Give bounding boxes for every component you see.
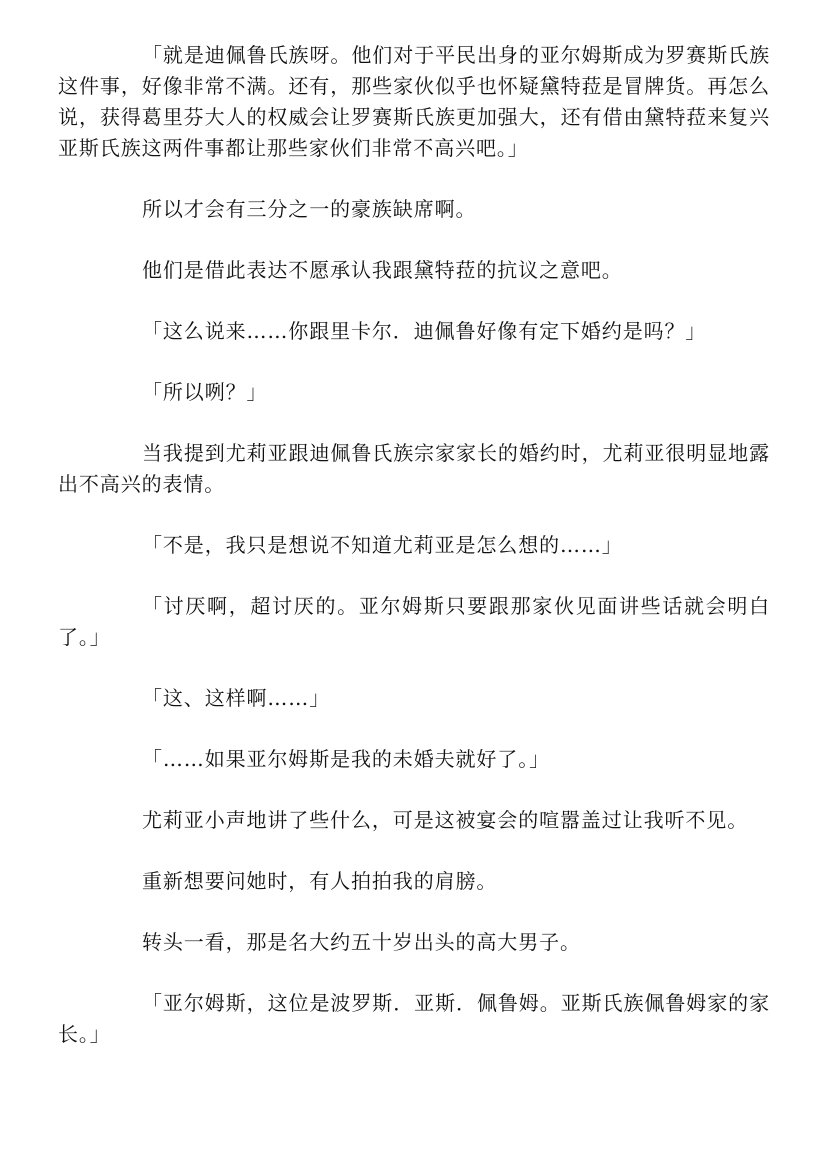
paragraph: 「不是，我只是想说不知道尤莉亚是怎么想的……」 (142, 533, 623, 557)
paragraph: 重新想要问她时，有人拍拍我的肩膀。 (142, 869, 498, 893)
paragraph: 「讨厌啊，超讨厌的。亚尔姆斯只要跟那家伙见面讲些话就会明白了。」 (58, 594, 770, 649)
paragraph: 「所以咧？」 (142, 380, 268, 404)
paragraph: 「这、这样啊……」 (142, 686, 331, 710)
paragraph: 所以才会有三分之一的豪族缺席啊。 (142, 197, 477, 221)
paragraph: 尤莉亚小声地讲了些什么，可是这被宴会的喧嚣盖过让我听不见。 (142, 808, 749, 832)
paragraph: 当我提到尤莉亚跟迪佩鲁氏族宗家家长的婚约时，尤莉亚很明显地露出不高兴的表情。 (58, 441, 770, 496)
document-page (58, 40, 770, 1080)
paragraph: 「……如果亚尔姆斯是我的未婚夫就好了。」 (142, 747, 550, 771)
paragraph: 转头一看，那是名大约五十岁出头的高大男子。 (142, 930, 581, 954)
paragraph: 「就是迪佩鲁氏族呀。他们对于平民出身的亚尔姆斯成为罗赛斯氏族这件事，好像非常不满。还有，那些家伙似乎也怀疑黛特菈是冒牌货。再怎么说，获得葛里芬大人的权威会让罗赛斯氏族更加强大，还有借由黛特菈来复兴亚斯氏族这两件事都让那些家伙们非常不高兴吧。」 (58, 43, 770, 160)
paragraph: 「亚尔姆斯，这位是波罗斯．亚斯．佩鲁姆。亚斯氏族佩鲁姆家的家长。」 (58, 991, 770, 1046)
paragraph: 他们是借此表达不愿承认我跟黛特菈的抗议之意吧。 (142, 258, 623, 282)
paragraph: 「这么说来……你跟里卡尔．迪佩鲁好像有定下婚约是吗？」 (142, 319, 707, 343)
